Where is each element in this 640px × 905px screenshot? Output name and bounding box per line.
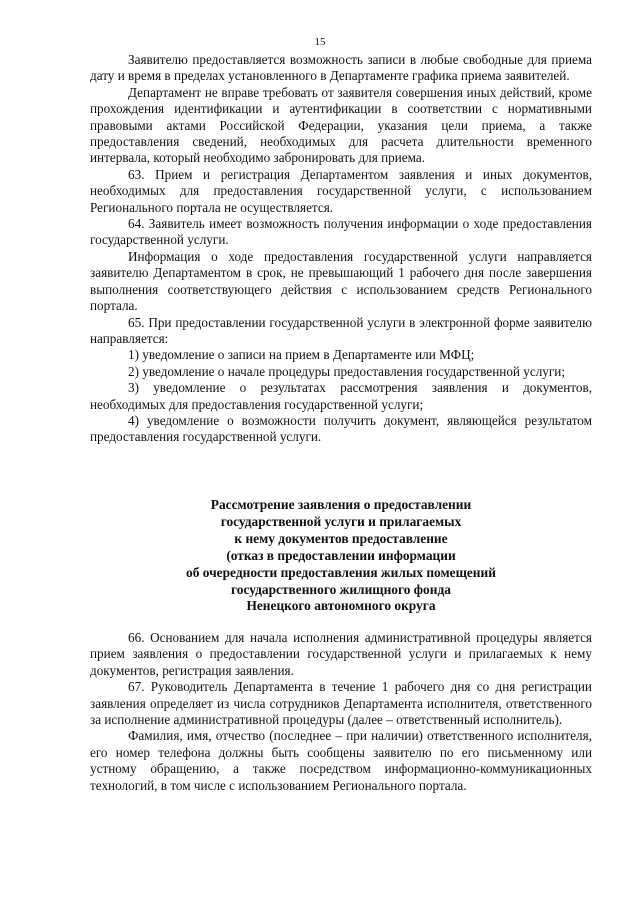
document-body-top	[90, 52, 592, 446]
paragraph-booking-availability: Заявителю предоставляется возможность записи в любые свободные для приема дату и время в пределах установленного в Департаменте графика приема заявителей.	[90, 52, 592, 84]
section-heading-line: государственной услуги и прилагаемых	[220, 513, 462, 529]
paragraph-64: 64. Заявитель имеет возможность получения информации о ходе предоставления государственной услуги.	[90, 216, 592, 248]
paragraph-department-restrictions: Департамент не вправе требовать от заявителя совершения иных действий, кроме прохождения идентификации и аутентификации в соответствии с нормативными правовыми актами Российской Федерации, указания цели приема, а также предоставления сведений, необходимых для расчета длительности временного интервала, который необходимо забронировать для приема.	[90, 84, 592, 166]
document-body-bottom	[90, 630, 592, 794]
paragraph-progress-info: Информация о ходе предоставления государственной услуги направляется заявителю Департаментом в срок, не превышающий 1 рабочего дня после завершения выполнения соответствующего действия с использованием средств Регионального портала.	[90, 248, 592, 314]
section-heading-line: государственного жилищного фонда	[231, 581, 451, 597]
section-heading-line: Ненецкого автономного округа	[246, 598, 436, 614]
list-item-notification-4: 4) уведомление о возможности получить документ, являющейся результатом предоставления государственной услуги.	[90, 412, 592, 445]
section-heading-line: к нему документов предоставление	[234, 530, 448, 546]
section-heading-line: об очередности предоставления жилых помещений	[186, 564, 496, 580]
paragraph-63: 63. Прием и регистрация Департаментом заявления и иных документов, необходимых для предоставления государственной услуги, с использованием Регионального портала не осуществляется.	[90, 166, 592, 215]
list-item-notification-1: 1) уведомление о записи на прием в Департаменте или МФЦ;	[128, 347, 475, 363]
section-heading-line: Рассмотрение заявления о предоставлении	[210, 497, 472, 512]
paragraph-responsible-contact: Фамилия, имя, отчество (последнее – при наличии) ответственного исполнителя, его номер телефона должны быть сообщены заявителю по его письменному или устному обращению, а также посредством информационно-коммуникационных технологий, в том числе с использованием Регионального портала.	[90, 728, 592, 793]
paragraph-65: 65. При предоставлении государственной услуги в электронной форме заявителю направляется:	[90, 314, 592, 346]
paragraph-66: 66. Основанием для начала исполнения административной процедуры является прием заявления о предоставлении государственной услуги и прилагаемых к нему документов, регистрация заявления.	[90, 630, 592, 678]
list-item-notification-3: 3) уведомление о результатах рассмотрения заявления и документов, необходимых для предоставления государственной услуги;	[90, 380, 592, 412]
page-number: 15	[314, 36, 326, 48]
section-heading-line: (отказ в предоставлении информации	[226, 547, 456, 563]
list-item-notification-2: 2) уведомление о начале процедуры предоставления государственной услуги;	[128, 363, 566, 379]
paragraph-67: 67. Руководитель Департамента в течение 1 рабочего дня со дня регистрации заявления определяет из числа сотрудников Департамента исполнителя, ответственного за исполнение административной процедуры (далее – ответственный исполнитель).	[90, 679, 592, 728]
section-heading	[90, 497, 592, 615]
